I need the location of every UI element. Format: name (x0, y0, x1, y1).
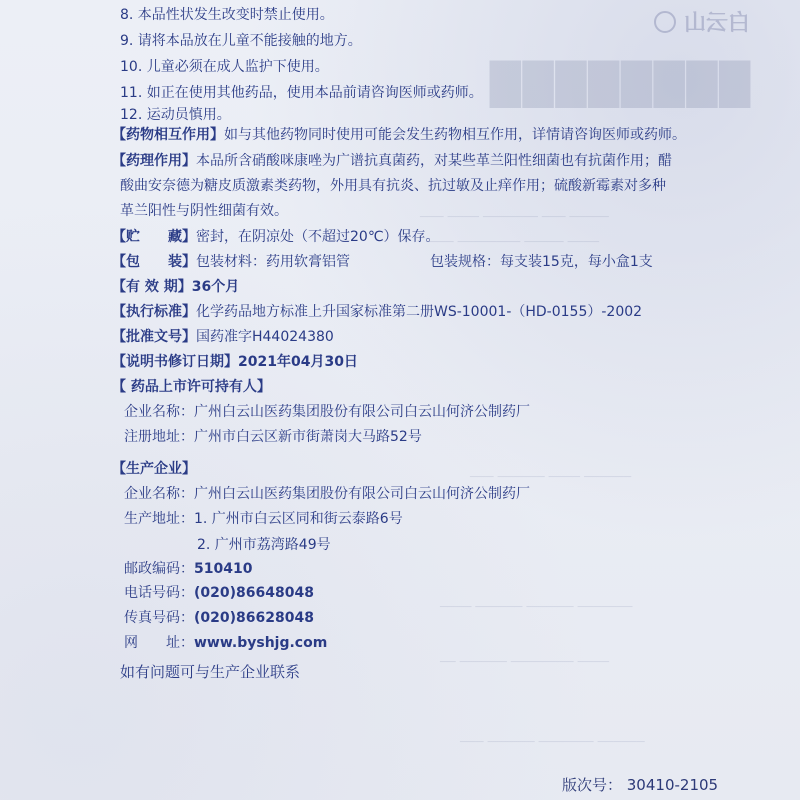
fax-row (124, 607, 314, 629)
list-item: 9. 请将本品放在儿童不能接触的地方。 (120, 33, 362, 49)
section-label: 【说明书修订日期】 (112, 354, 238, 370)
website-row (124, 632, 327, 654)
manufacturer-address-2: 2. 广州市荔湾路49号 (197, 537, 331, 553)
brand-logo: 白云山 (590, 6, 750, 34)
list-item: 11. 如正在使用其他药品，使用本品前请咨询医师或药师。 (120, 85, 483, 101)
section-text: 本品所含硝酸咪康唑为广谱抗真菌药，对某些革兰阳性细菌也有抗菌作用；醋 (196, 153, 672, 169)
zip-row (124, 558, 252, 580)
list-item: 8. 本品性状发生改变时禁止使用。 (120, 7, 334, 23)
field-key: 企业名称： (124, 486, 194, 502)
section-label: 【贮 藏】 (112, 229, 196, 245)
section-text: 密封，在阴凉处（不超过20℃）保存。 (196, 229, 440, 245)
holder-label: 【 药品上市许可持有人】 (112, 379, 271, 395)
field-value: 510410 (194, 561, 253, 577)
field-value: 广州白云山医药集团股份有限公司白云山何济公制药厂 (194, 404, 530, 420)
list-item: 10. 儿童必须在成人监护下使用。 (120, 59, 329, 75)
section-text: 革兰阳性与阴性细菌有效。 (120, 203, 288, 219)
phone-row (124, 582, 314, 604)
section-text: 国药准字H44024380 (196, 329, 334, 345)
bleed-through-text: ───── ─── ─────── ──── ─── (420, 210, 609, 225)
field-key: 网 址： (124, 635, 194, 651)
bleed-through-text: ────── ──── ────── ─── (470, 470, 632, 485)
field-value: 广州白云山医药集团股份有限公司白云山何济公制药厂 (194, 486, 530, 502)
bleed-through-text: ─────── ────── ────── ──── (440, 600, 633, 615)
field-key: 生产地址： (124, 511, 194, 527)
section-text: 如与其他药物同时使用可能会发生药物相互作用，详情请咨询医师或药师。 (224, 127, 686, 143)
list-item: 12. 运动员慎用。 (120, 107, 231, 123)
interaction-section (112, 124, 686, 146)
revision-section (112, 351, 358, 373)
package-section (112, 251, 350, 273)
field-key: 注册地址： (124, 429, 194, 445)
section-text: 36个月 (191, 279, 240, 295)
bleed-through-text: ────── ─────── ────── ─── (460, 735, 645, 750)
package-spec: 包装规格：每支装15克，每小盒1支 (430, 254, 653, 270)
section-text: 化学药品地方标准上升国家标准第二册WS-10001-（HD-0155）-2002 (196, 304, 643, 320)
storage-section (112, 226, 440, 248)
package-material: 包装材料：药用软膏铝管 (196, 254, 350, 270)
approval-section (112, 326, 334, 348)
section-label: 【药理作用】 (112, 153, 196, 169)
holder-address-row (124, 426, 422, 448)
bleed-through-title: ████████ (487, 62, 750, 108)
field-value: 广州市白云区新市街萧岗大马路52号 (194, 429, 422, 445)
field-key: 传真号码： (124, 610, 194, 626)
field-value: 1. 广州市白云区同和街云泰路6号 (194, 511, 403, 527)
contact-note: 如有问题可与生产企业联系 (120, 663, 301, 681)
bleed-through-text: ──── ───── ──────── ─── (430, 235, 599, 250)
pharmacology-section (112, 150, 672, 172)
field-key: 企业名称： (124, 404, 194, 420)
section-text: 2021年04月30日 (238, 354, 358, 370)
version-number: 版次号： 30410-2105 (562, 776, 719, 794)
manufacturer-label: 【生产企业】 (112, 461, 196, 477)
bleed-through-text: ──── ──────── ────── ── (440, 655, 609, 670)
field-value: (020)86628048 (194, 610, 314, 626)
manufacturer-name-row (124, 483, 530, 505)
website-link[interactable]: www.byshjg.com (194, 635, 328, 651)
section-label: 【执行标准】 (112, 304, 196, 320)
holder-name-row (124, 401, 530, 423)
section-label: 【包 装】 (112, 254, 196, 270)
validity-section (112, 276, 239, 298)
field-key: 邮政编码： (124, 561, 194, 577)
manufacturer-address-row (124, 508, 403, 530)
field-value: (020)86648048 (194, 585, 314, 601)
standard-section (112, 301, 642, 323)
section-label: 【有 效 期】 (112, 279, 192, 295)
section-label: 【药物相互作用】 (112, 127, 224, 143)
section-label: 【批准文号】 (112, 329, 196, 345)
field-key: 电话号码： (124, 585, 194, 601)
section-text: 酸曲安奈德为糖皮质激素类药物，外用具有抗炎、抗过敏及止痒作用；硫酸新霉素对多种 (120, 178, 666, 194)
